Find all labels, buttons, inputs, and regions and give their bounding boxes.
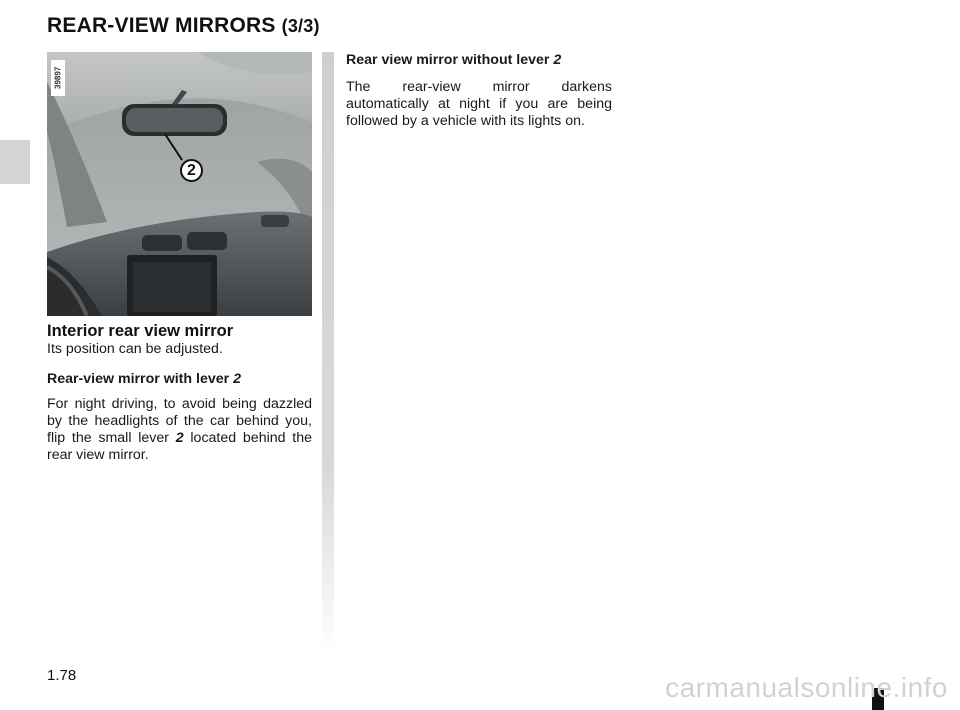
lever-body-part1: For night driving, to avoid being dazzled by the headlights of the car behind you, flip the small lever <box>47 396 312 446</box>
no-lever-heading-text: Rear view mirror without lever <box>346 52 550 68</box>
left-column <box>47 52 312 464</box>
page-title-text: REAR-VIEW MIRRORS <box>47 14 276 37</box>
no-lever-heading-ref: 2 <box>553 52 562 68</box>
column-divider <box>322 52 334 652</box>
no-lever-heading <box>346 52 612 69</box>
no-lever-body: The rear-view mirror darkens automatically at night if you are being followed by a vehicle with its lights on. <box>346 79 612 129</box>
page-title-suffix: (3/3) <box>281 16 320 36</box>
lever-heading-ref: 2 <box>233 371 241 387</box>
lever-body-ref: 2 <box>175 430 184 446</box>
right-column <box>346 52 612 130</box>
mirror-illustration <box>47 52 312 316</box>
intro-text: Its position can be adjusted. <box>47 341 223 357</box>
section-tab <box>0 140 30 184</box>
page-number: 1.78 <box>47 667 77 684</box>
lever-heading <box>47 371 312 388</box>
figure-code: 39897 <box>51 60 65 96</box>
page-title <box>47 14 320 38</box>
lever-body-part2: located behind the rear view mirror. <box>47 430 312 463</box>
car-interior-photo <box>47 52 312 316</box>
lever-heading-text: Rear-view mirror with lever <box>47 371 230 387</box>
lever-body <box>47 396 312 464</box>
watermark: carmanualsonline.info <box>665 672 948 703</box>
section-heading: Interior rear view mirror <box>47 322 234 340</box>
callout-2: 2 <box>180 159 203 182</box>
